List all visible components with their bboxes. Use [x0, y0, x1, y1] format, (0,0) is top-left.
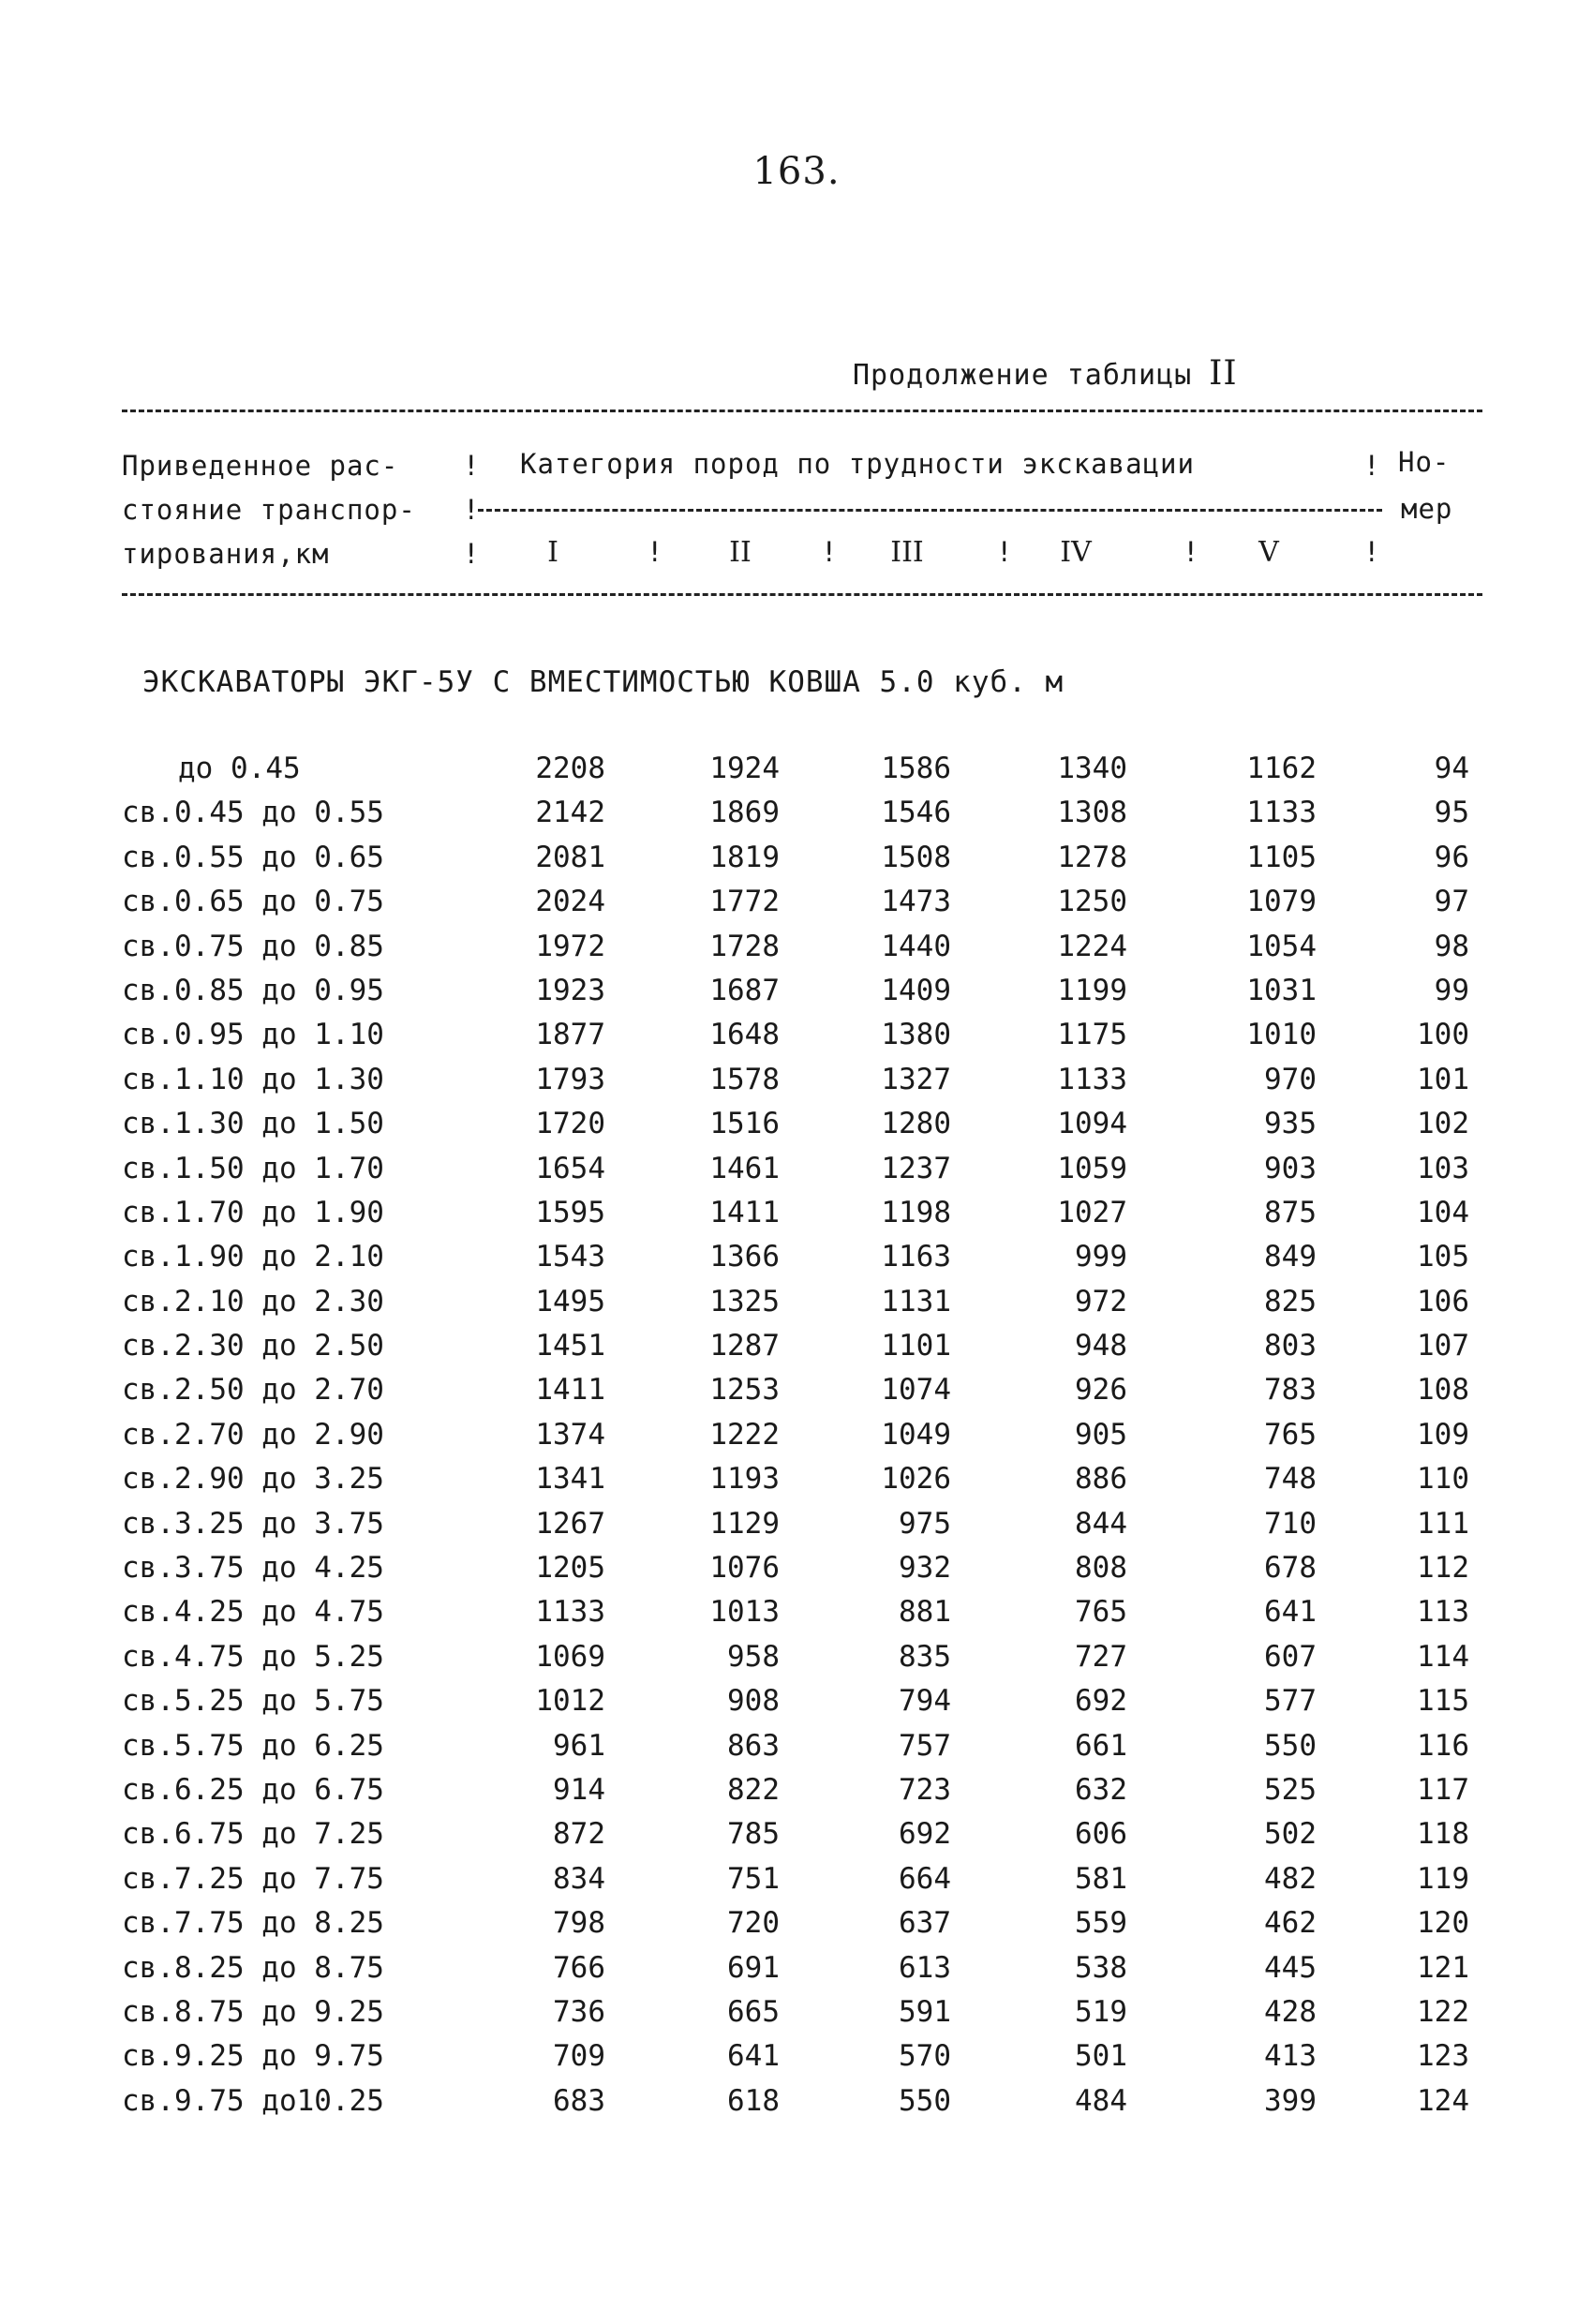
row-value-category-2: 1076: [709, 1551, 780, 1586]
table-row: [0, 885, 1593, 929]
table-row: [0, 1595, 1593, 1639]
row-value-category-5: 803: [1264, 1329, 1317, 1363]
header-col1-line3: тирования,км: [122, 538, 330, 570]
row-value-category-2: 1869: [709, 796, 780, 830]
row-value-category-3: 757: [899, 1728, 951, 1763]
row-value-category-4: 1059: [1057, 1151, 1127, 1185]
row-value-category-1: 1972: [535, 929, 605, 963]
table-row: [0, 1418, 1593, 1462]
header-top-rule: [122, 410, 1482, 412]
table-row: [0, 1152, 1593, 1196]
row-value-category-1: 709: [553, 2039, 605, 2074]
row-value-category-1: 1720: [535, 1107, 605, 1141]
header-col1-line2: стояние транспор-: [122, 494, 416, 526]
row-value-category-2: 1728: [709, 929, 780, 963]
row-number: 96: [1434, 840, 1469, 874]
row-value-category-2: 665: [727, 1994, 780, 2029]
row-value-category-4: 999: [1075, 1240, 1127, 1274]
row-value-category-4: 581: [1075, 1861, 1127, 1896]
row-distance-label: до 0.45: [178, 752, 301, 785]
row-value-category-5: 903: [1264, 1151, 1317, 1185]
row-distance-label: св.4.75 до 5.25: [122, 1639, 384, 1674]
row-value-category-4: 1133: [1057, 1062, 1127, 1096]
row-value-category-1: 1495: [535, 1284, 605, 1318]
row-distance-label: св.1.30 до 1.50: [122, 1107, 384, 1141]
row-value-category-3: 723: [899, 1772, 951, 1807]
row-value-category-2: 1193: [709, 1462, 780, 1497]
row-value-category-3: 932: [899, 1551, 951, 1586]
row-value-category-1: 834: [553, 1861, 605, 1896]
row-value-category-4: 972: [1075, 1284, 1127, 1318]
row-value-category-4: 926: [1075, 1373, 1127, 1408]
header-category-3: III: [890, 536, 924, 569]
row-value-category-2: 1516: [709, 1107, 780, 1141]
row-value-category-1: 914: [553, 1772, 605, 1807]
table-row: [0, 1018, 1593, 1062]
row-distance-label: св.2.50 до 2.70: [122, 1373, 384, 1408]
header-sep: !: [463, 450, 481, 482]
row-distance-label: св.1.50 до 1.70: [122, 1151, 384, 1185]
row-number: 97: [1434, 885, 1469, 919]
row-value-category-1: 1793: [535, 1062, 605, 1096]
table-row: [0, 1684, 1593, 1728]
header-category-4: IV: [1060, 536, 1092, 569]
row-number: 94: [1434, 752, 1469, 785]
row-number: 119: [1417, 1861, 1469, 1896]
header-group-rule: [478, 509, 1382, 512]
row-number: 117: [1417, 1772, 1469, 1807]
table-row: [0, 752, 1593, 796]
row-value-category-5: 1031: [1246, 973, 1317, 1007]
row-distance-label: св.3.25 до 3.75: [122, 1506, 384, 1541]
row-value-category-5: 399: [1264, 2083, 1317, 2118]
row-value-category-3: 591: [899, 1994, 951, 2029]
row-value-category-4: 886: [1075, 1462, 1127, 1497]
row-value-category-5: 1133: [1246, 796, 1317, 830]
row-distance-label: св.4.25 до 4.75: [122, 1595, 384, 1630]
row-number: 102: [1417, 1107, 1469, 1141]
header-bottom-rule: [122, 593, 1482, 596]
table-row: [0, 1862, 1593, 1906]
row-value-category-4: 692: [1075, 1684, 1127, 1719]
row-distance-label: св.6.25 до 6.75: [122, 1772, 384, 1807]
row-value-category-1: 1411: [535, 1373, 605, 1408]
row-value-category-1: 736: [553, 1994, 605, 2029]
row-value-category-3: 794: [899, 1684, 951, 1719]
header-sep: !: [996, 536, 1013, 568]
table-row: [0, 1063, 1593, 1107]
row-value-category-2: 1129: [709, 1506, 780, 1541]
row-value-category-1: 766: [553, 1950, 605, 1985]
row-distance-label: св.5.25 до 5.75: [122, 1684, 384, 1719]
row-value-category-4: 905: [1075, 1417, 1127, 1452]
row-value-category-2: 1325: [709, 1284, 780, 1318]
row-value-category-5: 428: [1264, 1994, 1317, 2029]
row-value-category-1: 1341: [535, 1462, 605, 1497]
row-value-category-3: 1049: [881, 1417, 951, 1452]
row-distance-label: св.0.45 до 0.55: [122, 796, 384, 830]
row-number: 100: [1417, 1018, 1469, 1052]
row-value-category-2: 1687: [709, 973, 780, 1007]
table-row: [0, 1285, 1593, 1329]
header-col1-line1: Приведенное рас-: [122, 450, 399, 482]
row-value-category-4: 538: [1075, 1950, 1127, 1985]
row-number: 116: [1417, 1728, 1469, 1763]
header-col-number-line2: мер: [1401, 493, 1453, 525]
row-value-category-2: 863: [727, 1728, 780, 1763]
row-value-category-4: 1175: [1057, 1018, 1127, 1052]
header-sep: !: [821, 536, 838, 568]
row-value-category-5: 641: [1264, 1595, 1317, 1630]
row-number: 103: [1417, 1151, 1469, 1185]
row-value-category-2: 1013: [709, 1595, 780, 1630]
row-number: 123: [1417, 2039, 1469, 2074]
header-sep: !: [463, 538, 481, 570]
row-value-category-4: 808: [1075, 1551, 1127, 1586]
row-value-category-3: 1546: [881, 796, 951, 830]
row-value-category-3: 881: [899, 1595, 951, 1630]
row-number: 98: [1434, 929, 1469, 963]
row-value-category-4: 765: [1075, 1595, 1127, 1630]
row-number: 106: [1417, 1284, 1469, 1318]
row-value-category-2: 1648: [709, 1018, 780, 1052]
row-number: 95: [1434, 796, 1469, 830]
row-value-category-1: 1374: [535, 1417, 605, 1452]
row-value-category-5: 765: [1264, 1417, 1317, 1452]
table-row: [0, 841, 1593, 885]
table-row: [0, 1329, 1593, 1373]
row-value-category-4: 844: [1075, 1506, 1127, 1541]
row-value-category-5: 482: [1264, 1861, 1317, 1896]
table-row: [0, 1995, 1593, 2039]
row-value-category-3: 975: [899, 1506, 951, 1541]
row-number: 124: [1417, 2083, 1469, 2118]
data-table-body: [0, 752, 1593, 2128]
row-value-category-2: 1222: [709, 1417, 780, 1452]
header-category-2: II: [729, 536, 752, 569]
row-number: 101: [1417, 1062, 1469, 1096]
row-value-category-2: 1366: [709, 1240, 780, 1274]
row-value-category-1: 2142: [535, 796, 605, 830]
table-row: [0, 1729, 1593, 1773]
row-value-category-3: 637: [899, 1906, 951, 1941]
row-value-category-5: 445: [1264, 1950, 1317, 1985]
table-caption: [853, 354, 1238, 393]
row-value-category-5: 970: [1264, 1062, 1317, 1096]
section-title: ЭКСКАВАТОРЫ ЭКГ-5У С ВМЕСТИМОСТЬЮ КОВША 5.0 куб. м: [142, 665, 1064, 699]
row-value-category-5: 783: [1264, 1373, 1317, 1408]
row-value-category-5: 550: [1264, 1728, 1317, 1763]
row-number: 113: [1417, 1595, 1469, 1630]
row-value-category-3: 550: [899, 2083, 951, 2118]
table-row: [0, 930, 1593, 974]
row-value-category-4: 606: [1075, 1817, 1127, 1852]
row-number: 121: [1417, 1950, 1469, 1985]
row-number: 109: [1417, 1417, 1469, 1452]
page-number: 163.: [752, 150, 841, 193]
row-value-category-1: 1133: [535, 1595, 605, 1630]
row-value-category-3: 1026: [881, 1462, 951, 1497]
row-value-category-1: 1451: [535, 1329, 605, 1363]
row-value-category-4: 1199: [1057, 973, 1127, 1007]
table-row: [0, 974, 1593, 1018]
row-distance-label: св.9.25 до 9.75: [122, 2039, 384, 2074]
header-col-number-line1: Но-: [1398, 446, 1451, 478]
table-row: [0, 1817, 1593, 1861]
table-row: [0, 796, 1593, 840]
row-distance-label: св.0.75 до 0.85: [122, 929, 384, 963]
table-caption-text: Продолжение таблицы: [853, 359, 1193, 392]
row-value-category-2: 1287: [709, 1329, 780, 1363]
row-value-category-5: 1162: [1246, 752, 1317, 785]
row-number: 105: [1417, 1240, 1469, 1274]
row-number: 118: [1417, 1817, 1469, 1852]
row-value-category-2: 751: [727, 1861, 780, 1896]
row-value-category-4: 1308: [1057, 796, 1127, 830]
header-sep: !: [1183, 536, 1199, 568]
table-row: [0, 2039, 1593, 2083]
row-distance-label: св.5.75 до 6.25: [122, 1728, 384, 1763]
row-value-category-5: 1105: [1246, 840, 1317, 874]
row-value-category-1: 1012: [535, 1684, 605, 1719]
row-value-category-5: 935: [1264, 1107, 1317, 1141]
table-row: [0, 2084, 1593, 2128]
row-value-category-1: 2208: [535, 752, 605, 785]
header-sep: !: [1363, 450, 1381, 482]
table-row: [0, 1373, 1593, 1417]
row-value-category-2: 1578: [709, 1062, 780, 1096]
table-row: [0, 1107, 1593, 1151]
row-value-category-4: 519: [1075, 1994, 1127, 2029]
row-value-category-3: 1101: [881, 1329, 951, 1363]
header-sep: !: [463, 494, 481, 526]
row-value-category-4: 1224: [1057, 929, 1127, 963]
row-number: 114: [1417, 1639, 1469, 1674]
row-distance-label: св.2.90 до 3.25: [122, 1462, 384, 1497]
row-value-category-2: 1772: [709, 885, 780, 919]
row-value-category-3: 835: [899, 1639, 951, 1674]
row-value-category-2: 822: [727, 1772, 780, 1807]
row-value-category-1: 1205: [535, 1551, 605, 1586]
row-value-category-5: 525: [1264, 1772, 1317, 1807]
row-distance-label: св.1.70 до 1.90: [122, 1195, 384, 1229]
row-value-category-4: 1340: [1057, 752, 1127, 785]
header-sep: !: [647, 536, 663, 568]
row-value-category-1: 2024: [535, 885, 605, 919]
row-value-category-5: 607: [1264, 1639, 1317, 1674]
row-value-category-2: 691: [727, 1950, 780, 1985]
table-row: [0, 1240, 1593, 1284]
row-number: 110: [1417, 1462, 1469, 1497]
row-value-category-5: 1079: [1246, 885, 1317, 919]
row-value-category-3: 1280: [881, 1107, 951, 1141]
row-distance-label: св.0.95 до 1.10: [122, 1018, 384, 1052]
row-value-category-5: 462: [1264, 1906, 1317, 1941]
row-value-category-1: 872: [553, 1817, 605, 1852]
table-row: [0, 1640, 1593, 1684]
row-value-category-3: 692: [899, 1817, 951, 1852]
row-value-category-2: 720: [727, 1906, 780, 1941]
header-sep: !: [1363, 536, 1380, 568]
row-number: 120: [1417, 1906, 1469, 1941]
row-number: 111: [1417, 1506, 1469, 1541]
row-value-category-1: 2081: [535, 840, 605, 874]
row-value-category-2: 908: [727, 1684, 780, 1719]
row-value-category-3: 1409: [881, 973, 951, 1007]
row-distance-label: св.6.75 до 7.25: [122, 1817, 384, 1852]
row-value-category-1: 1595: [535, 1195, 605, 1229]
row-value-category-1: 683: [553, 2083, 605, 2118]
table-row: [0, 1906, 1593, 1950]
row-number: 115: [1417, 1684, 1469, 1719]
row-value-category-3: 1473: [881, 885, 951, 919]
row-value-category-2: 1253: [709, 1373, 780, 1408]
row-value-category-2: 618: [727, 2083, 780, 2118]
row-value-category-3: 1327: [881, 1062, 951, 1096]
row-value-category-2: 1461: [709, 1151, 780, 1185]
header-category-1: I: [547, 536, 558, 569]
row-value-category-4: 1278: [1057, 840, 1127, 874]
row-distance-label: св.7.75 до 8.25: [122, 1906, 384, 1941]
row-distance-label: св.7.25 до 7.75: [122, 1861, 384, 1896]
row-distance-label: св.2.10 до 2.30: [122, 1284, 384, 1318]
row-value-category-1: 798: [553, 1906, 605, 1941]
row-value-category-1: 1923: [535, 973, 605, 1007]
table-row: [0, 1773, 1593, 1817]
table-row: [0, 1196, 1593, 1240]
row-value-category-5: 875: [1264, 1195, 1317, 1229]
row-distance-label: св.1.10 до 1.30: [122, 1062, 384, 1096]
row-distance-label: св.8.25 до 8.75: [122, 1950, 384, 1985]
row-value-category-1: 1654: [535, 1151, 605, 1185]
table-row: [0, 1551, 1593, 1595]
row-value-category-3: 1163: [881, 1240, 951, 1274]
row-value-category-5: 710: [1264, 1506, 1317, 1541]
row-distance-label: св.2.70 до 2.90: [122, 1417, 384, 1452]
row-value-category-4: 948: [1075, 1329, 1127, 1363]
row-value-category-3: 1586: [881, 752, 951, 785]
row-value-category-4: 559: [1075, 1906, 1127, 1941]
row-value-category-5: 502: [1264, 1817, 1317, 1852]
row-value-category-5: 413: [1264, 2039, 1317, 2074]
row-value-category-2: 1924: [709, 752, 780, 785]
row-value-category-5: 577: [1264, 1684, 1317, 1719]
row-distance-label: св.0.85 до 0.95: [122, 973, 384, 1007]
row-distance-label: св.3.75 до 4.25: [122, 1551, 384, 1586]
row-value-category-1: 1543: [535, 1240, 605, 1274]
row-value-category-3: 664: [899, 1861, 951, 1896]
row-value-category-4: 1250: [1057, 885, 1127, 919]
row-distance-label: св.1.90 до 2.10: [122, 1240, 384, 1274]
row-value-category-4: 1027: [1057, 1195, 1127, 1229]
row-value-category-3: 613: [899, 1950, 951, 1985]
row-number: 104: [1417, 1195, 1469, 1229]
row-value-category-1: 1877: [535, 1018, 605, 1052]
row-distance-label: св.2.30 до 2.50: [122, 1329, 384, 1363]
table-row: [0, 1951, 1593, 1995]
row-value-category-3: 1237: [881, 1151, 951, 1185]
row-value-category-3: 1131: [881, 1284, 951, 1318]
row-value-category-5: 849: [1264, 1240, 1317, 1274]
row-value-category-3: 1074: [881, 1373, 951, 1408]
row-value-category-3: 1440: [881, 929, 951, 963]
row-value-category-2: 785: [727, 1817, 780, 1852]
row-value-category-2: 958: [727, 1639, 780, 1674]
table-row: [0, 1462, 1593, 1506]
row-value-category-5: 1010: [1246, 1018, 1317, 1052]
row-value-category-4: 661: [1075, 1728, 1127, 1763]
row-distance-label: св.0.55 до 0.65: [122, 840, 384, 874]
row-value-category-3: 1508: [881, 840, 951, 874]
row-value-category-4: 632: [1075, 1772, 1127, 1807]
row-value-category-2: 641: [727, 2039, 780, 2074]
table-caption-number: II: [1209, 354, 1238, 393]
row-distance-label: св.8.75 до 9.25: [122, 1994, 384, 2029]
row-value-category-2: 1411: [709, 1195, 780, 1229]
row-value-category-4: 501: [1075, 2039, 1127, 2074]
row-value-category-1: 961: [553, 1728, 605, 1763]
row-number: 112: [1417, 1551, 1469, 1586]
row-value-category-1: 1069: [535, 1639, 605, 1674]
row-value-category-5: 825: [1264, 1284, 1317, 1318]
row-value-category-4: 484: [1075, 2083, 1127, 2118]
row-number: 107: [1417, 1329, 1469, 1363]
row-number: 99: [1434, 973, 1469, 1007]
header-category-5: V: [1258, 536, 1279, 569]
row-value-category-4: 1094: [1057, 1107, 1127, 1141]
row-value-category-5: 1054: [1246, 929, 1317, 963]
row-value-category-3: 1380: [881, 1018, 951, 1052]
row-number: 122: [1417, 1994, 1469, 2029]
row-value-category-5: 678: [1264, 1551, 1317, 1586]
row-distance-label: св.0.65 до 0.75: [122, 885, 384, 919]
row-value-category-4: 727: [1075, 1639, 1127, 1674]
row-value-category-5: 748: [1264, 1462, 1317, 1497]
row-value-category-2: 1819: [709, 840, 780, 874]
header-group-title: Категория пород по трудности экскавации: [520, 448, 1195, 480]
row-value-category-1: 1267: [535, 1506, 605, 1541]
row-number: 108: [1417, 1373, 1469, 1408]
row-value-category-3: 570: [899, 2039, 951, 2074]
table-row: [0, 1507, 1593, 1551]
row-value-category-3: 1198: [881, 1195, 951, 1229]
row-distance-label: св.9.75 до10.25: [122, 2083, 384, 2118]
